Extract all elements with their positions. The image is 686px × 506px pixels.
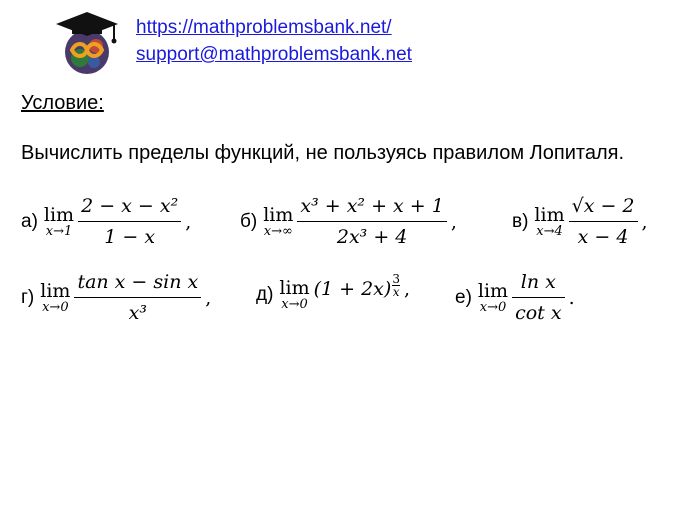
problem-label: д) [256, 284, 274, 305]
problem-label: а) [21, 210, 38, 232]
limit-operator: lim x→0 [279, 277, 310, 312]
problem-a [21, 194, 191, 249]
punctuation: , [641, 210, 648, 233]
denominator: 1 − x [104, 226, 156, 248]
fraction [569, 194, 638, 249]
limit-operator: lim x→0 [477, 279, 509, 315]
numerator: x³ + x² + x + 1 [300, 195, 444, 217]
problem-label: е) [455, 286, 472, 308]
punctuation: . [568, 286, 575, 309]
exponent-numerator: 3 [392, 271, 400, 286]
fraction [512, 270, 564, 325]
fraction [297, 194, 446, 249]
denominator: x³ [128, 302, 147, 324]
problem-label: г) [21, 286, 35, 308]
numerator: ln x [520, 271, 556, 293]
limit-operator: lim x→∞ [263, 203, 294, 239]
numerator: 2 − x − x² [81, 195, 179, 217]
exponent-denominator: x [392, 284, 400, 299]
site-logo-icon[interactable] [52, 8, 122, 76]
punctuation: , [450, 210, 457, 233]
limit-operator: lim x→0 [40, 279, 71, 315]
limit-operator: lim x→1 [43, 203, 75, 239]
numerator: tan x − sin x [77, 271, 199, 293]
problem-statement: Вычислить пределы функций, не пользуясь правилом Лопиталя. [21, 142, 625, 164]
header-links [136, 14, 412, 68]
problem-g [21, 270, 211, 325]
numerator: √x − 2 [571, 195, 635, 217]
problem-label: б) [240, 210, 258, 232]
problem-label: в) [512, 210, 529, 232]
problem-b [240, 194, 457, 249]
exponent-fraction [392, 273, 400, 298]
punctuation: , [205, 286, 212, 309]
base-expression: (1 + 2x) [313, 278, 392, 300]
site-link[interactable]: https://mathproblemsbank.net/ [136, 17, 392, 38]
denominator: cot x [515, 302, 562, 324]
fraction [74, 270, 201, 325]
problem-e [455, 270, 575, 325]
problem-v [512, 194, 648, 249]
punctuation: , [403, 278, 410, 300]
limit-operator: lim x→4 [534, 203, 565, 239]
condition-heading: Условие: [21, 92, 104, 114]
punctuation: , [185, 210, 192, 233]
problem-d [256, 271, 410, 312]
denominator: 2x³ + 4 [336, 226, 408, 248]
fraction [78, 194, 181, 249]
denominator: x − 4 [577, 226, 629, 248]
support-email-link[interactable]: support@mathproblemsbank.net [136, 44, 412, 65]
